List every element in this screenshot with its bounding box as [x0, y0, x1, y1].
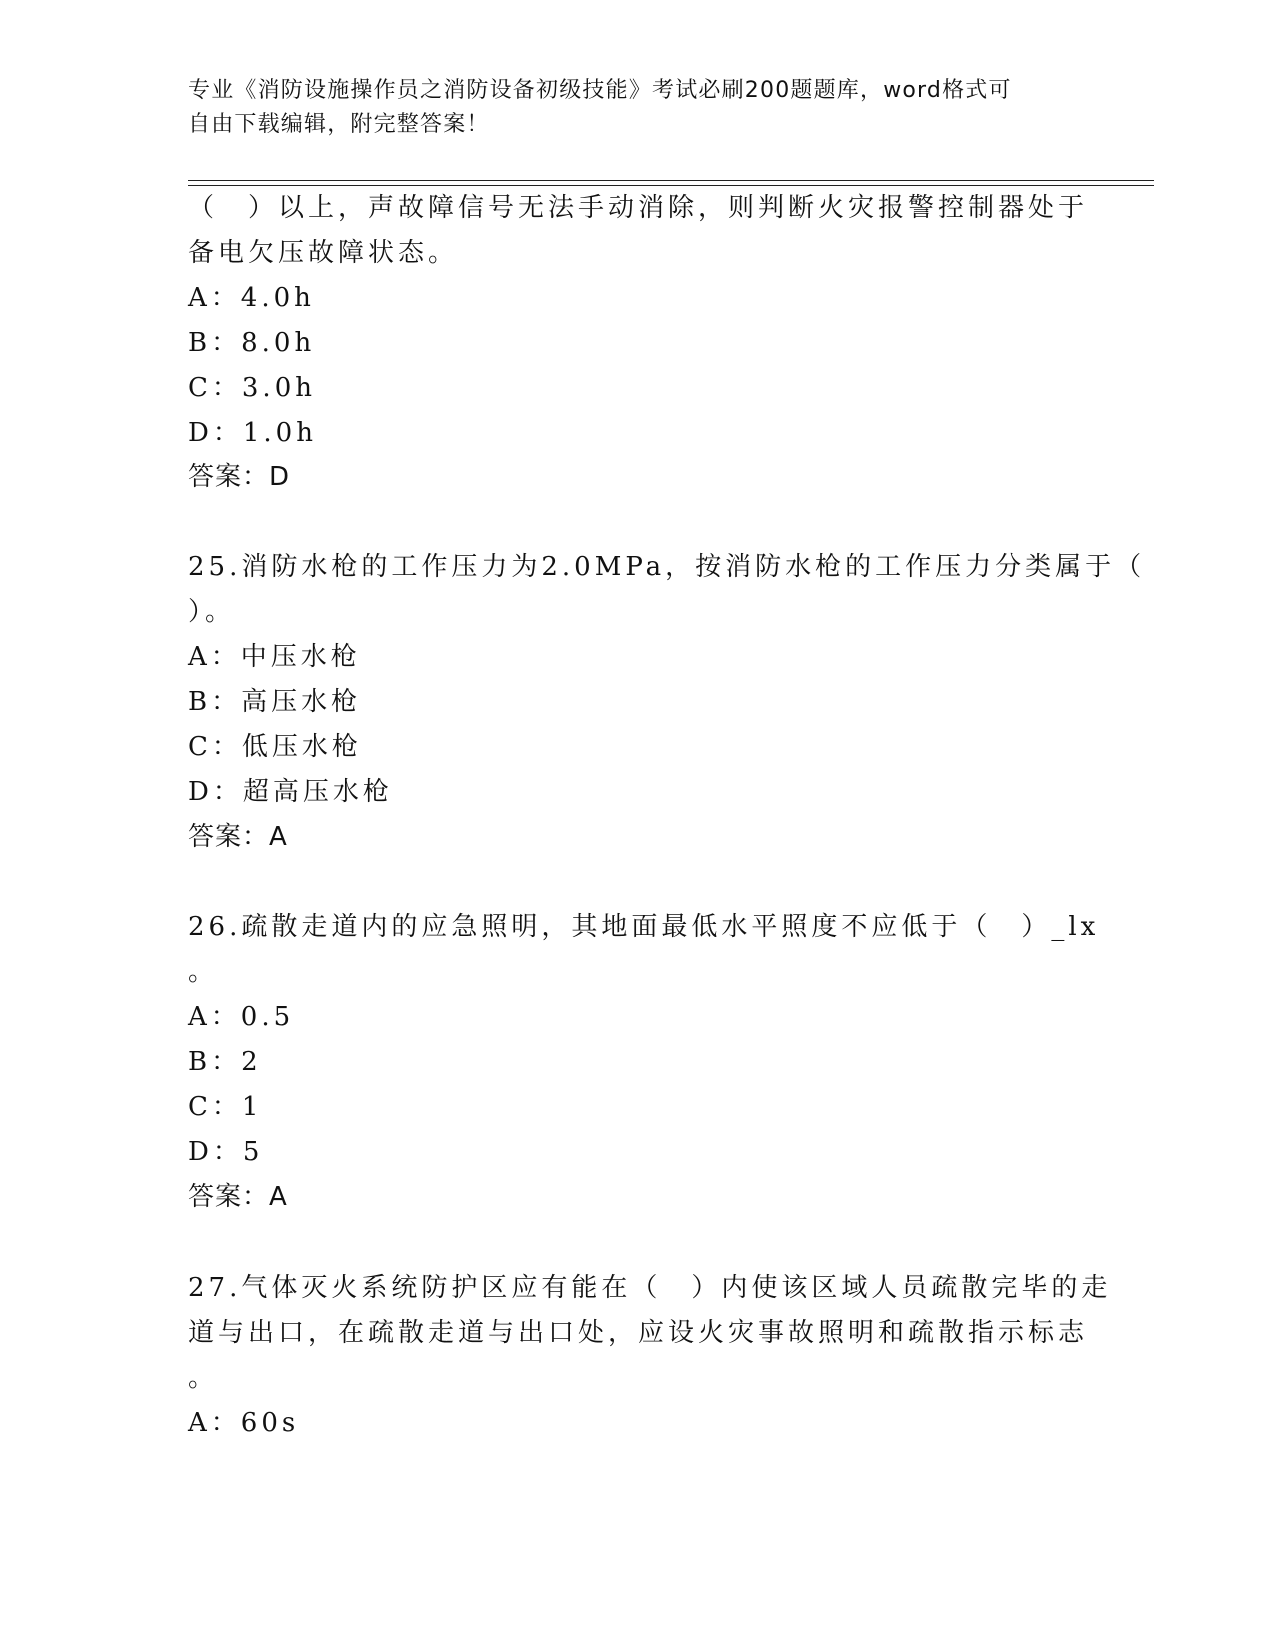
q25-stem-line-1: 25.消防水枪的工作压力为2.0MPa，按消防水枪的工作压力分类属于（: [188, 552, 1146, 582]
q26-option-c: C：1: [188, 1092, 263, 1122]
q25-answer: 答案：A: [188, 822, 288, 852]
q26-stem-line-1: 26.疏散走道内的应急照明，其地面最低水平照度不应低于（ ）_lx: [188, 912, 1100, 942]
q24-option-a: A：4.0h: [188, 283, 315, 313]
header-line-2: 自由下载编辑，附完整答案！: [188, 112, 490, 137]
q25-stem-line-2: ）。: [188, 597, 236, 627]
q25-option-a: A：中压水枪: [188, 642, 361, 672]
header-divider-bottom: [188, 185, 1154, 186]
q25-option-d: D：超高压水枪: [188, 777, 393, 807]
q24-stem-line-1: （ ）以上，声故障信号无法手动消除，则判断火灾报警控制器处于: [188, 193, 1089, 223]
q26-answer: 答案：A: [188, 1182, 288, 1212]
header-divider-top: [188, 180, 1154, 181]
q25-option-b: B：高压水枪: [188, 687, 362, 717]
q26-stem-line-2: 。: [188, 957, 219, 987]
q24-option-b: B：8.0h: [188, 328, 316, 358]
q27-option-a: A：60s: [188, 1408, 300, 1438]
header-line-1: 专业《消防设施操作员之消防设备初级技能》考试必刷200题题库，word格式可: [188, 78, 1012, 103]
q27-stem-line-3: 。: [188, 1363, 219, 1393]
q24-option-c: C：3.0h: [188, 373, 316, 403]
q26-option-a: A：0.5: [188, 1002, 295, 1032]
q26-option-d: D：5: [188, 1137, 264, 1167]
q27-stem-line-2: 道与出口，在疏散走道与出口处，应设火灾事故照明和疏散指示标志: [188, 1318, 1089, 1348]
q25-option-c: C：低压水枪: [188, 732, 362, 762]
document-header: [188, 74, 1068, 142]
q24-option-d: D：1.0h: [188, 418, 317, 448]
q24-stem-line-2: 备电欠压故障状态。: [188, 238, 459, 268]
q24-answer: 答案：D: [188, 462, 291, 492]
q26-option-b: B：2: [188, 1047, 262, 1077]
q27-stem-line-1: 27.气体灭火系统防护区应有能在（ ）内使该区域人员疏散完毕的走: [188, 1273, 1112, 1303]
